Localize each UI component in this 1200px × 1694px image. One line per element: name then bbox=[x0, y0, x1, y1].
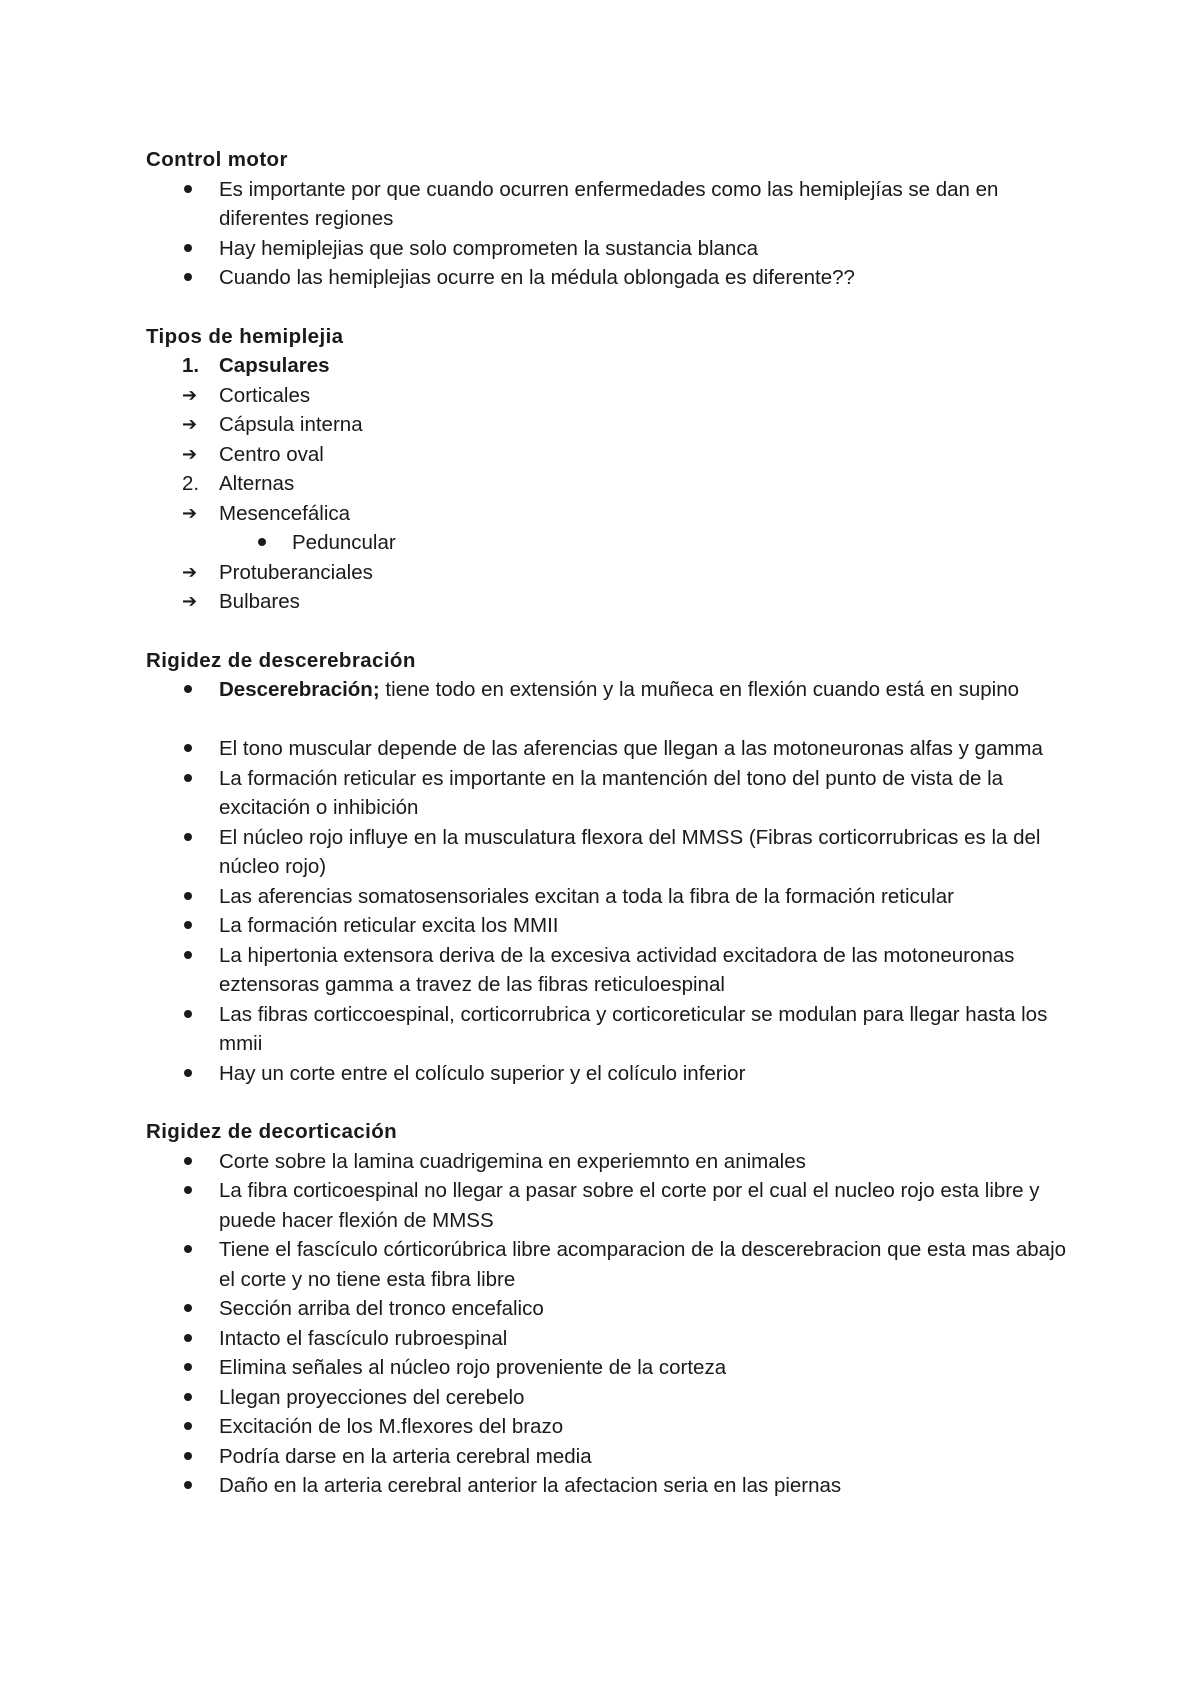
list-item bbox=[146, 410, 1076, 440]
section-rigidez-de-descerebracion bbox=[146, 646, 1076, 1089]
list-item bbox=[146, 1471, 1076, 1501]
arrow-right-icon: ➔ bbox=[182, 591, 198, 612]
section-heading: Rigidez de descerebración bbox=[146, 648, 416, 672]
list-item bbox=[146, 764, 1076, 823]
section-heading: Rigidez de decorticación bbox=[146, 1120, 398, 1143]
list-item-text: Es importante por que cuando ocurren enfermedades como las hemiplejías se dan en diferentes regiones bbox=[219, 177, 999, 230]
section-heading: Tipos de hemiplejia bbox=[146, 324, 344, 348]
arrow-right-icon: ➔ bbox=[182, 414, 198, 435]
list-item bbox=[146, 1294, 1076, 1324]
document-page bbox=[146, 145, 1076, 1501]
bullet-icon bbox=[182, 911, 212, 941]
list-item-text: Corte sobre la lamina cuadrigemina en experiemnto en animales bbox=[219, 1149, 806, 1173]
list-item-text: Intacto el fascículo rubroespinal bbox=[219, 1326, 508, 1350]
list-item-text: La formación reticular es importante en la mantención del tono del punto de vista de la excitación o inhibición bbox=[219, 766, 1004, 819]
bullet-icon bbox=[182, 882, 212, 912]
list-item bbox=[146, 1412, 1076, 1442]
section-control-motor bbox=[146, 145, 1076, 293]
list-item-text: Protuberanciales bbox=[219, 560, 373, 584]
bullet-icon bbox=[182, 764, 212, 794]
list-item bbox=[146, 1353, 1076, 1383]
list-item-text: tiene todo en extensión y la muñeca en flexión cuando está en supino bbox=[379, 678, 1020, 701]
bullet-icon bbox=[182, 1000, 212, 1030]
bullet-icon bbox=[182, 941, 212, 971]
list-item-text: La hipertonia extensora deriva de la excesiva actividad excitadora de las motoneuronas eztensoras gamma a travez de las fibras reticuloespinal bbox=[219, 943, 1015, 996]
list-item bbox=[146, 734, 1076, 764]
bullet-icon bbox=[182, 175, 212, 205]
list-item bbox=[146, 587, 1076, 617]
list-item bbox=[146, 1442, 1076, 1472]
list-item bbox=[146, 381, 1076, 411]
bullet-icon bbox=[182, 1147, 212, 1177]
list-number: 1. bbox=[182, 354, 200, 377]
list-item bbox=[146, 1324, 1076, 1354]
list-item-text: Llegan proyecciones del cerebelo bbox=[219, 1385, 525, 1409]
list-item-text: Mesencefálica bbox=[219, 501, 351, 525]
list-item-text: Elimina señales al núcleo rojo proveniente de la corteza bbox=[219, 1356, 727, 1379]
list-item bbox=[146, 499, 1076, 529]
bullet-icon bbox=[182, 263, 212, 293]
bullet-icon bbox=[182, 1176, 212, 1206]
bullet-icon bbox=[182, 734, 212, 764]
list-item bbox=[146, 823, 1076, 882]
list-item-text: Capsulares bbox=[219, 354, 330, 377]
list-item-text: Bulbares bbox=[219, 590, 300, 613]
list-item-text: Centro oval bbox=[219, 442, 324, 466]
list-item bbox=[146, 1000, 1076, 1059]
list-item-text: Peduncular bbox=[292, 531, 396, 554]
bullet-icon bbox=[182, 675, 212, 705]
list-item bbox=[146, 675, 1076, 705]
list-item bbox=[146, 941, 1076, 1000]
bullet-icon bbox=[182, 1471, 212, 1501]
blank-line bbox=[146, 705, 1076, 735]
section-heading: Control motor bbox=[146, 148, 288, 171]
list-item bbox=[146, 1383, 1076, 1413]
list-item-text: Tiene el fascículo córticorúbrica libre acomparacion de la descerebracion que esta mas abajo el corte y no tiene esta fibra libre bbox=[219, 1238, 1067, 1291]
list-item-text: Daño en la arteria cerebral anterior la afectacion seria en las piernas bbox=[219, 1474, 842, 1497]
bullet-icon bbox=[182, 1235, 212, 1265]
list-item bbox=[146, 528, 1076, 558]
list-item bbox=[146, 882, 1076, 912]
arrow-right-icon: ➔ bbox=[182, 384, 198, 406]
list-item-text: El núcleo rojo influye en la musculatura flexora del MMSS (Fibras corticorrubricas es la del núcleo rojo) bbox=[219, 825, 1041, 878]
list-item bbox=[146, 175, 1076, 234]
bullet-icon bbox=[182, 1383, 212, 1413]
term-label: Descerebración; bbox=[219, 678, 380, 701]
list-item-text: Sección arriba del tronco encefalico bbox=[219, 1297, 544, 1320]
bullet-icon bbox=[182, 1353, 212, 1383]
list-item-text: Podría darse en la arteria cerebral media bbox=[219, 1444, 592, 1468]
list-item bbox=[146, 469, 1076, 499]
arrow-right-icon: ➔ bbox=[182, 443, 198, 465]
list-item-text: Excitación de los M.flexores del brazo bbox=[219, 1415, 564, 1438]
list-item-text: La fibra corticoespinal no llegar a pasar sobre el corte por el cual el nucleo rojo esta libre y puede hacer flexión de MMSS bbox=[219, 1179, 1040, 1232]
bullet-icon bbox=[182, 234, 212, 264]
arrow-right-icon: ➔ bbox=[182, 502, 198, 524]
bullet-icon bbox=[182, 1324, 212, 1354]
list-item-text: La formación reticular excita los MMII bbox=[219, 914, 559, 937]
list-item bbox=[146, 263, 1076, 293]
list-item bbox=[146, 1059, 1076, 1089]
bullet-icon bbox=[182, 1294, 212, 1324]
bullet-icon bbox=[182, 1412, 212, 1442]
bullet-icon bbox=[182, 1442, 212, 1472]
list-item-text: Las aferencias somatosensoriales excitan a toda la fibra de la formación reticular bbox=[219, 884, 954, 908]
list-item bbox=[146, 1235, 1076, 1294]
bullet-icon bbox=[182, 823, 212, 853]
list-item-text: El tono muscular depende de las aferencias que llegan a las motoneuronas alfas y gamma bbox=[219, 737, 1043, 760]
list-item bbox=[146, 1176, 1076, 1235]
list-item bbox=[146, 911, 1076, 941]
bullet-icon bbox=[182, 1059, 212, 1089]
list-item-text: Cuando las hemiplejias ocurre en la médula oblongada es diferente?? bbox=[219, 266, 855, 289]
list-item-text: Cápsula interna bbox=[219, 413, 363, 436]
list-item-text: Hay hemiplejias que solo comprometen la sustancia blanca bbox=[219, 236, 758, 260]
list-item bbox=[146, 234, 1076, 264]
list-item bbox=[146, 440, 1076, 470]
list-item bbox=[146, 558, 1076, 588]
list-item-text: Alternas bbox=[219, 472, 295, 495]
section-rigidez-de-decorticacion bbox=[146, 1117, 1076, 1501]
list-item-text: Hay un corte entre el colículo superior y el colículo inferior bbox=[219, 1061, 746, 1085]
bullet-icon bbox=[256, 528, 286, 558]
arrow-right-icon: ➔ bbox=[182, 561, 198, 583]
list-number: 2. bbox=[182, 472, 200, 495]
list-item-text: Corticales bbox=[219, 383, 311, 407]
section-tipos-de-hemiplejia bbox=[146, 322, 1076, 617]
list-item-text: Las fibras corticcoespinal, corticorrubrica y corticoreticular se modulan para llegar hasta los mmii bbox=[219, 1002, 1048, 1055]
list-item bbox=[146, 1147, 1076, 1177]
list-item bbox=[146, 351, 1076, 381]
